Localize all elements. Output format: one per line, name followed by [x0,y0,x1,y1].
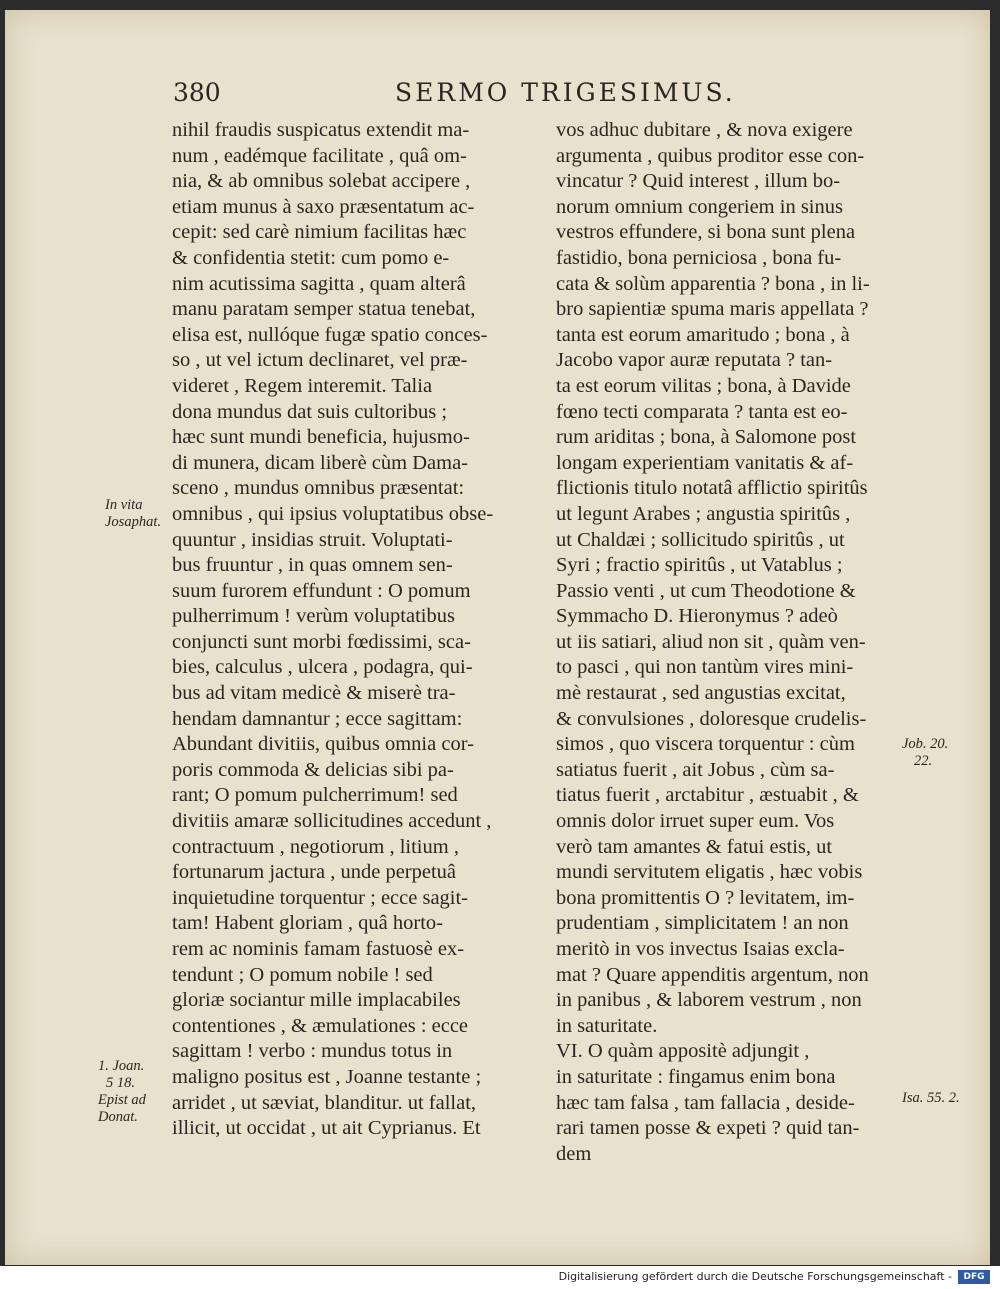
running-title: SERMO TRIGESIMUS. [395,78,736,107]
margin-note-job [902,736,948,770]
text-line: dona mundus dat suis cultoribus ; [172,400,448,423]
text-line: tendunt ; O pomum nobile ! sed [172,963,433,986]
text-line: Symmacho D. Hieronymus ? adeò [556,605,838,628]
text-line: VI. O quàm appositè adjungit , [556,1040,810,1063]
text-line: hæc tam falsa , tam fallacia , deside- [556,1091,855,1114]
text-line: mundi servitutem eligatis , hæc vobis [556,861,863,884]
text-line: gloriæ sociantur mille implacabiles [172,989,461,1012]
margin-note-line: Epist ad [98,1092,146,1108]
text-line: cepit: sed carè nimium facilitas hæc [172,221,467,244]
margin-note-line: 1. Joan. [98,1058,145,1074]
text-line: Abundant divitiis, quibus omnia cor- [172,733,474,756]
text-line: num , eadémque facilitate , quâ om- [172,144,467,167]
text-line: vos adhuc dubitare , & nova exigere [556,119,853,141]
text-line: contractuum , negotiorum , litium , [172,835,459,858]
text-line: & convulsiones , doloresque crudelis- [556,707,867,730]
text-line: fœno tecti comparata ? tanta est eo- [556,400,848,423]
text-line: pulherrimum ! verùm voluptatibus [172,605,455,628]
text-line: simos , quo viscera torquentur : cùm [556,733,855,756]
text-line: bona promittentis O ? levitatem, im- [556,886,855,909]
text-line: manu paratam semper statua tenebat, [172,298,476,321]
text-line: in saturitate. [556,1014,658,1037]
text-line: ta est eorum vilitas ; bona, à Davide [556,374,851,397]
right-text-column [556,118,908,1167]
text-line: arridet , ut sæviat, blanditur. ut fallat, [172,1091,477,1114]
text-line: & confidentia stetit: cum pomo e- [172,246,450,269]
text-line: divitiis amaræ sollicitudines accedunt , [172,810,492,833]
text-line: argumenta , quibus proditor esse con- [556,144,865,167]
text-line: bro sapientiæ spuma maris appellata ? [556,298,869,321]
text-line: nim acutissima sagitta , quam alterâ [172,272,466,295]
text-line: sceno , mundus omnibus præsentat: [172,477,465,500]
text-line: fortunarum jactura , unde perpetuâ [172,861,457,884]
text-line: vincatur ? Quid interest , illum bo- [556,170,841,193]
text-line: rant; O pomum pulcherrimum! sed [172,784,458,807]
footer-credit: Digitalisierung gefördert durch die Deutsche Forschungsgemeinschaft - [558,1270,952,1283]
text-line: dem [556,1142,592,1165]
text-line: contentiones , & æmulationes : ecce [172,1014,469,1037]
text-line: verò tam amantes & fatui estis, ut [556,835,833,858]
margin-note-isaias [902,1090,960,1107]
text-line: rem ac nominis famam fastuosè ex- [172,938,465,960]
text-line: suum furorem effundunt : O pomum [172,579,471,602]
text-line: omnibus , qui ipsius voluptatibus obse- [172,502,494,525]
text-line: Passio venti , ut cum Theodotione & [556,579,856,602]
text-line: bies, calculus , ulcera , podagra, qui- [172,656,473,679]
text-line: inquietudine torquentur ; ecce sagit- [172,886,469,909]
text-line: quuntur , insidias struit. Voluptati- [172,528,453,551]
page-header [0,78,1000,114]
text-line: ut legunt Arabes ; angustia spiritûs , [556,502,851,525]
text-line: illicit, ut occidat , ut ait Cyprianus. Et [172,1117,481,1140]
text-line: ut Chaldæi ; sollicitudo spiritûs , ut [556,528,845,551]
text-line: elisa est, nullóque fugæ spatio conces- [172,323,488,346]
text-line: nihil fraudis suspicatus extendit ma- [172,119,470,141]
text-line: mat ? Quare appenditis argentum, non [556,963,869,986]
text-line: bus fruuntur , in quas omnem sen- [172,554,453,577]
dfg-logo: DFG [958,1270,990,1284]
text-line: conjuncti sunt morbi fœdissimi, sca- [172,630,471,653]
text-line: satiatus fuerit , ait Jobus , cùm sa- [556,758,835,781]
margin-note-joan-epist [98,1058,146,1126]
text-line: nia, & ab omnibus solebat accipere , [172,170,471,193]
text-line: norum omnium congeriem in sinus [556,195,843,218]
text-line: fastidio, bona perniciosa , bona fu- [556,246,842,269]
margin-note-line: Isa. 55. 2. [902,1090,960,1106]
footer-bar [0,1266,1000,1289]
text-line: Syri ; fractio spiritûs , ut Vatablus ; [556,554,843,577]
text-line: sagittam ! verbo : mundus totus in [172,1040,453,1063]
text-line: in panibus , & laborem vestrum , non [556,989,862,1012]
text-line: tam! Habent gloriam , quâ horto- [172,912,443,935]
text-line: rari tamen posse & expeti ? quid tan- [556,1117,860,1140]
text-line: longam experientiam vanitatis & af- [556,451,854,474]
text-line: ut iis satiari, aliud non sit , quàm ven- [556,630,866,653]
margin-note-line: Donat. [98,1109,138,1125]
text-line: videret , Regem interemit. Talia [172,374,433,397]
text-line: poris commoda & delicias sibi pa- [172,758,454,781]
margin-note-in-vita-josaphat [105,497,161,531]
text-line: rum ariditas ; bona, à Salomone post [556,426,857,449]
margin-note-line: 22. [914,753,933,769]
page-number: 380 [173,78,221,107]
margin-note-line: Josaphat. [105,514,161,530]
text-line: in saturitate : fingamus enim bona [556,1065,836,1088]
text-line: omnis dolor irruet super eum. Vos [556,810,835,833]
text-line: vestros effundere, si bona sunt plena [556,221,856,244]
text-line: cata & solùm apparentia ? bona , in li- [556,272,870,295]
text-line: hendam damnantur ; ecce sagittam: [172,707,463,730]
text-line: Jacobo vapor auræ reputata ? tan- [556,349,833,372]
text-line: di munera, dicam liberè cùm Dama- [172,451,468,474]
text-line: mè restaurat , sed angustias excitat, [556,682,846,705]
text-line: flictionis titulo notatâ afflictio spiritûs [556,477,868,500]
text-line: maligno positus est , Joanne testante ; [172,1065,482,1088]
text-line: bus ad vitam medicè & miserè tra- [172,682,456,705]
margin-note-line: In vita [105,497,143,513]
text-line: tiatus fuerit , arctabitur , æstuabit , & [556,784,859,807]
text-line: so , ut vel ictum declinaret, vel præ- [172,349,468,372]
text-line: tanta est eorum amaritudo ; bona , à [556,323,850,346]
text-line: to pasci , qui non tantùm vires mini- [556,656,854,679]
margin-note-line: 5 18. [106,1075,135,1091]
text-line: meritò in vos invectus Isaias excla- [556,938,845,960]
text-line: hæc sunt mundi beneficia, hujusmo- [172,426,470,449]
text-line: prudentiam , simplicitatem ! an non [556,912,849,935]
text-line: etiam munus à saxo præsentatum ac- [172,195,475,218]
margin-note-line: Job. 20. [902,736,949,752]
left-text-column [172,118,534,1142]
